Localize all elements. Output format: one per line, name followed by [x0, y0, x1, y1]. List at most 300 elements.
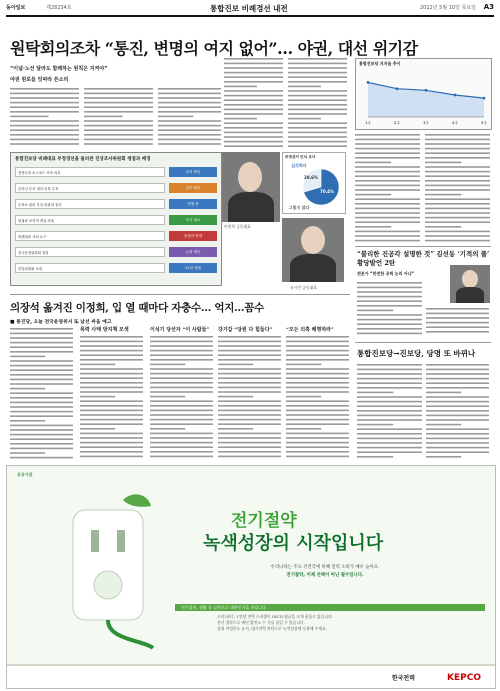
text-line: [84, 129, 153, 131]
text-line: [10, 134, 79, 136]
text-line: [80, 387, 143, 389]
text-line: [288, 145, 347, 147]
top-divider: [6, 15, 494, 17]
text-line: [288, 113, 347, 115]
text-line: [150, 354, 213, 356]
text-line: [158, 97, 221, 99]
text-line: [288, 72, 347, 74]
text-line: [286, 391, 349, 393]
text-line: [10, 425, 73, 427]
text-lines: [224, 56, 284, 148]
text-line: [425, 157, 490, 159]
portrait-body: [290, 254, 336, 282]
text-line: [425, 208, 490, 210]
text-line: [150, 336, 213, 338]
infobox-row: [15, 247, 217, 257]
photo-caption-right: 유시민 공동대표: [290, 285, 317, 290]
text-line: [357, 456, 393, 458]
text-line: [224, 63, 283, 65]
text-line: [355, 185, 420, 187]
text-lines: [286, 334, 350, 460]
infobox-status: 당권파 반대: [169, 231, 217, 241]
text-line: [150, 442, 213, 444]
text-line: [357, 369, 422, 371]
infobox-issue: 비례대표 사퇴 요구: [15, 231, 165, 241]
text-line: [425, 148, 490, 150]
text-line: [288, 86, 321, 88]
text-line: [80, 405, 143, 407]
text-line: [80, 391, 143, 393]
text-line: [286, 400, 349, 402]
body-column: [286, 334, 350, 460]
divider: [355, 342, 491, 343]
chart-tick-label: 4주: [452, 121, 458, 125]
text-line: [355, 139, 420, 141]
text-line: [150, 405, 213, 407]
infobox-status: 진행 중: [169, 199, 217, 209]
text-line: [218, 387, 281, 389]
text-line: [10, 111, 79, 113]
text-line: [426, 396, 489, 398]
text-line: [10, 129, 79, 131]
pie-label-2: 29.6%: [304, 175, 318, 180]
text-line: [425, 203, 490, 205]
infobox-issue: 투표소 관리 부실·선관위 불신: [15, 199, 165, 209]
text-line: [84, 102, 153, 104]
text-line: [10, 392, 73, 394]
column-head: 강기갑 “당원 다 힘들다”: [218, 327, 273, 333]
pie-canvas: [283, 153, 345, 213]
text-lines: [10, 86, 80, 148]
paper-name: 동아일보: [6, 5, 26, 11]
text-line: [150, 437, 213, 439]
infobox-status: 조사 필요: [169, 215, 217, 225]
text-line: [426, 410, 489, 412]
column-head: 폭력 사태 방지책 모색: [80, 327, 129, 333]
body-column: [218, 334, 282, 460]
text-line: [224, 132, 283, 134]
text-line: [218, 433, 281, 435]
text-line: [10, 383, 73, 385]
text-line: [224, 95, 283, 97]
text-lines: [426, 306, 490, 336]
portrait-head: [462, 270, 478, 288]
text-line: [80, 442, 143, 444]
text-lines: [357, 362, 423, 458]
text-line: [150, 419, 213, 421]
right-box-subtitle: 전문가 “완전한 공학 논리 아냐”: [357, 271, 415, 276]
text-line: [288, 104, 347, 106]
chart-point: [454, 94, 457, 97]
text-line: [84, 93, 153, 95]
text-line: [158, 116, 193, 118]
text-line: [218, 423, 281, 425]
text-line: [286, 368, 349, 370]
text-line: [84, 139, 153, 141]
text-line: [426, 447, 489, 449]
text-line: [10, 93, 79, 95]
text-line: [357, 378, 422, 380]
text-line: [286, 341, 349, 343]
text-lines: [150, 334, 214, 460]
text-line: [80, 364, 115, 366]
text-line: [10, 120, 79, 122]
text-line: [355, 157, 420, 159]
text-line: [218, 364, 253, 366]
body-column: [357, 280, 423, 336]
text-line: [84, 88, 153, 90]
text-line: [357, 396, 422, 398]
text-line: [286, 354, 349, 356]
text-line: [357, 438, 422, 440]
support-rate-chart: [355, 58, 492, 130]
text-line: [10, 360, 73, 362]
text-line: [288, 136, 347, 138]
text-line: [10, 402, 73, 404]
text-line: [10, 448, 73, 450]
text-line: [84, 97, 153, 99]
text-line: [158, 143, 221, 145]
text-line: [286, 405, 349, 407]
text-line: [357, 373, 422, 375]
text-line: [10, 116, 49, 118]
right-box-photo: [450, 265, 490, 303]
text-line: [425, 185, 490, 187]
section-title: 통합진보 비례경선 내전: [210, 4, 288, 13]
text-line: [10, 97, 79, 99]
text-line: [357, 387, 422, 389]
text-line: [80, 382, 143, 384]
text-line: [357, 428, 422, 430]
text-line: [10, 411, 73, 413]
text-line: [357, 287, 422, 289]
text-line: [357, 433, 422, 435]
text-line: [218, 428, 253, 430]
text-line: [10, 374, 73, 376]
text-line: [426, 428, 489, 430]
text-line: [286, 446, 349, 448]
chart-canvas: [356, 59, 491, 129]
issue-number: 제28234호: [46, 5, 72, 11]
text-line: [357, 419, 422, 421]
infobox-issue: 당권파 조직적 개입 의혹: [15, 215, 165, 225]
text-line: [80, 354, 143, 356]
ad-headline-2: 녹색성장의 시작입니다: [203, 533, 384, 554]
text-line: [10, 369, 73, 371]
text-line: [10, 406, 73, 408]
text-line: [150, 382, 213, 384]
text-line: [286, 456, 349, 458]
text-line: [80, 456, 143, 458]
text-line: [158, 120, 221, 122]
text-line: [355, 217, 420, 219]
text-line: [80, 428, 115, 430]
text-line: [426, 382, 489, 384]
text-line: [80, 341, 143, 343]
text-line: [218, 405, 281, 407]
issue-date: 2012년 5월 10일 목요일: [419, 5, 476, 11]
pie-legend-2: 그렇지 않다: [288, 205, 310, 210]
text-line: [10, 397, 73, 399]
text-line: [80, 350, 143, 352]
ad-green-bar: 전기절약, 생활 속 실천으로 대한민국을 지킵니다: [175, 604, 485, 611]
photo-right: [282, 218, 344, 282]
text-line: [355, 208, 420, 210]
text-line: [426, 378, 489, 380]
text-line: [150, 396, 185, 398]
text-line: [84, 106, 153, 108]
text-line: [286, 364, 321, 366]
text-line: [158, 106, 221, 108]
kepco-logo: KEPCO: [447, 673, 481, 683]
text-line: [10, 443, 73, 445]
text-line: [357, 447, 422, 449]
text-line: [425, 143, 490, 145]
text-line: [355, 221, 420, 223]
text-line: [10, 438, 73, 440]
text-line: [150, 446, 213, 448]
portrait-body: [228, 192, 274, 222]
text-line: [286, 377, 349, 379]
text-line: [357, 415, 422, 417]
text-line: [425, 152, 490, 154]
text-line: [286, 423, 349, 425]
infobox-issue: 전국운영위원회 결정: [15, 247, 165, 257]
text-line: [357, 382, 422, 384]
text-line: [357, 328, 422, 330]
text-line: [10, 415, 73, 417]
chart-tick-label: 2주: [394, 121, 400, 125]
news-head: 통합진보당→진보당, 당명 또 바뀌나: [357, 349, 476, 358]
text-line: [158, 129, 221, 131]
text-line: [286, 396, 321, 398]
text-line: [10, 337, 73, 339]
text-line: [286, 410, 349, 412]
chart-title: 통합진보당 지지율 추이: [359, 61, 401, 66]
text-line: [425, 180, 490, 182]
text-line: [10, 457, 73, 459]
text-line: [357, 333, 422, 335]
text-line: [80, 359, 143, 361]
text-line: [224, 72, 283, 74]
text-line: [426, 438, 489, 440]
pie-label-1: 70.4%: [320, 189, 334, 194]
text-line: [288, 109, 347, 111]
text-line: [426, 419, 489, 421]
kepco-advertisement: [6, 465, 496, 689]
text-line: [218, 451, 281, 453]
text-lines: [355, 132, 421, 242]
ad-headline-1: 전기절약: [231, 511, 297, 531]
ad-copy-2: 전기절약, 이제 선택이 아닌 필수입니다.: [286, 573, 364, 578]
infobox-row: [15, 263, 217, 273]
text-lines: [288, 56, 348, 148]
text-line: [218, 396, 253, 398]
text-line: [426, 308, 489, 310]
text-line: [150, 410, 213, 412]
text-line: [426, 317, 489, 319]
text-line: [218, 377, 281, 379]
text-line: [286, 373, 349, 375]
text-line: [10, 139, 79, 141]
chart-tick-label: 3주: [423, 121, 429, 125]
text-line: [425, 189, 490, 191]
text-line: [425, 139, 490, 141]
text-line: [224, 122, 283, 124]
text-line: [10, 379, 73, 381]
ad-footer: [7, 664, 495, 688]
text-line: [158, 88, 221, 90]
infobox-row: [15, 231, 217, 241]
text-line: [357, 364, 422, 366]
section2-kicker: ■ 통진당, 오늘 전국운영위서 또 날선 싸움 예고: [10, 320, 112, 325]
photo-left: [222, 152, 280, 222]
text-line: [357, 392, 393, 394]
text-line: [288, 99, 347, 101]
sub-lead-2: 야권 원로들 잇따라 쓴소리: [10, 77, 69, 83]
column-head: 이석기 당선자 “이 사람들”: [150, 327, 210, 333]
text-line: [426, 451, 489, 453]
text-line: [218, 336, 281, 338]
text-lines: [84, 86, 154, 148]
text-line: [357, 410, 422, 412]
chart-area: [368, 82, 484, 117]
text-lines: [426, 362, 490, 458]
text-line: [224, 99, 283, 101]
text-line: [158, 111, 221, 113]
text-line: [355, 194, 391, 196]
column-head: “모든 의혹 해명하라”: [286, 327, 334, 333]
text-line: [425, 162, 461, 164]
text-line: [224, 141, 283, 143]
text-line: [355, 162, 391, 164]
text-line: [286, 387, 349, 389]
photo-caption-left: 이정희 공동대표: [224, 224, 251, 229]
text-line: [426, 387, 489, 389]
portrait-body: [456, 287, 484, 303]
text-line: [357, 291, 422, 293]
text-line: [288, 141, 347, 143]
text-line: [218, 350, 281, 352]
text-line: [357, 405, 422, 407]
text-line: [158, 134, 221, 136]
text-line: [357, 296, 422, 298]
text-line: [80, 419, 143, 421]
ad-copy-1: 우리나라는 주요 선진국에 비해 전력 소비가 매우 높아요.: [270, 565, 380, 570]
text-line: [10, 365, 73, 367]
text-line: [425, 221, 490, 223]
sub-lead-1: “이념·노선 달라도 함께하는 원칙은 지켜야”: [10, 66, 108, 72]
text-line: [218, 442, 281, 444]
text-line: [288, 76, 347, 78]
infobox-status: 논란 계속: [169, 247, 217, 257]
text-line: [218, 414, 281, 416]
text-line: [355, 143, 420, 145]
text-line: [355, 212, 420, 214]
text-lines: [158, 86, 222, 148]
text-line: [355, 166, 420, 168]
body-column: [426, 362, 490, 458]
text-line: [80, 336, 143, 338]
text-line: [10, 356, 45, 358]
text-line: [286, 414, 349, 416]
text-line: [10, 88, 79, 90]
text-line: [288, 122, 347, 124]
text-line: [357, 282, 422, 284]
text-line: [357, 305, 422, 307]
text-line: [425, 198, 490, 200]
body-column: [158, 86, 222, 148]
text-line: [158, 139, 221, 141]
body-column: [357, 362, 423, 458]
company-name-kr: 한국전력: [391, 675, 415, 682]
infobox-status: 일부 확인: [169, 183, 217, 193]
body-column: [80, 334, 144, 460]
text-line: [288, 90, 347, 92]
text-line: [224, 81, 283, 83]
text-line: [286, 382, 349, 384]
text-line: [425, 171, 490, 173]
text-line: [357, 424, 393, 426]
text-line: [10, 434, 73, 436]
text-line: [80, 423, 143, 425]
text-line: [218, 373, 281, 375]
infobox-title: 통합진보당 비례대표 부정경선을 둘러싼 진상조사위원회 쟁점과 배경: [15, 157, 151, 162]
text-lines: [425, 132, 491, 242]
text-line: [425, 212, 490, 214]
masthead: [6, 3, 494, 13]
text-line: [224, 145, 283, 147]
text-line: [80, 451, 143, 453]
text-line: [218, 368, 281, 370]
chart-point: [483, 97, 486, 100]
ad-note-2: 전기 절약으로 매년 발전소 수 기를 줄일 수 있습니다.: [217, 620, 305, 625]
text-line: [288, 81, 347, 83]
text-line: [425, 240, 490, 242]
infobox-issue: 현장투표 소스코드 조작 의혹: [15, 167, 165, 177]
ad-note-3: 실내 적정온도 유지, 대기전력 차단으로 녹색성장에 동참해 주세요.: [217, 626, 327, 631]
text-line: [355, 180, 420, 182]
body-column: [150, 334, 214, 460]
text-line: [80, 400, 143, 402]
survey-pie: [282, 152, 346, 214]
text-lines: [10, 326, 74, 460]
text-line: [84, 111, 153, 113]
chart-point: [425, 89, 428, 92]
text-line: [150, 364, 185, 366]
text-line: [425, 226, 461, 228]
text-line: [10, 346, 73, 348]
text-line: [218, 345, 281, 347]
text-line: [426, 442, 489, 444]
text-line: [218, 391, 281, 393]
text-line: [150, 433, 213, 435]
text-line: [80, 373, 143, 375]
plug-illustration: [53, 490, 163, 650]
text-line: [150, 428, 185, 430]
text-line: [286, 359, 349, 361]
text-line: [426, 456, 461, 458]
text-line: [357, 451, 422, 453]
text-line: [357, 442, 422, 444]
text-line: [84, 120, 153, 122]
text-line: [355, 235, 420, 237]
text-line: [426, 433, 489, 435]
text-line: [10, 125, 79, 127]
text-line: [80, 368, 143, 370]
text-line: [150, 350, 213, 352]
portrait-head: [238, 162, 262, 192]
